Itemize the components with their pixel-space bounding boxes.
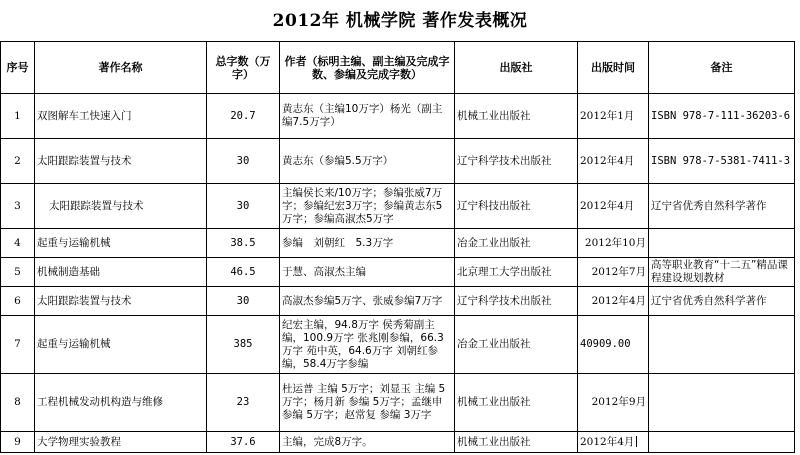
row-word-count: 37.6 [207, 432, 280, 453]
row-publisher: 机械工业出版社 [455, 432, 578, 453]
row-author: 黄志东（主编10万字）杨光（副主编7.5万字） [280, 94, 455, 139]
row-word-count: 30 [207, 139, 280, 184]
row-publisher: 机械工业出版社 [455, 374, 578, 432]
works-table [0, 41, 795, 453]
row-word-count: 30 [207, 184, 280, 229]
row-no: 1 [1, 94, 35, 139]
row-book-name: 机械制造基础 [35, 258, 207, 287]
row-note: 高等职业教育“十二五”精品课程建设规划教材 [649, 258, 795, 287]
row-word-count: 20.7 [207, 94, 280, 139]
row-publisher: 辽宁科学技术出版社 [455, 139, 578, 184]
header-author: 作者（标明主编、副主编及完成字数、参编及完成字数） [280, 42, 455, 94]
row-no: 9 [1, 432, 35, 453]
row-word-count: 23 [207, 374, 280, 432]
row-date-cell[interactable] [578, 432, 649, 453]
header-no: 序号 [1, 42, 35, 94]
header-date: 出版时间 [578, 42, 649, 94]
table-row [1, 316, 795, 374]
row-author: 主编，完成8万字。 [280, 432, 455, 453]
row-author: 参编 刘朝红 5.3万字 [280, 229, 455, 258]
row-publisher: 辽宁科技出版社 [455, 184, 578, 229]
row-book-name: 双图解车工快速入门 [35, 94, 207, 139]
table-row [1, 374, 795, 432]
row-date: 2012年9月 [578, 374, 649, 432]
row-word-count: 30 [207, 287, 280, 316]
header-note: 备注 [649, 42, 795, 94]
row-note [649, 229, 795, 258]
row-date: 40909.00 [578, 316, 649, 374]
table-row [1, 432, 795, 453]
row-publisher: 冶金工业出版社 [455, 229, 578, 258]
row-word-count: 385 [207, 316, 280, 374]
row-no: 7 [1, 316, 35, 374]
row-no: 2 [1, 139, 35, 184]
row-book-name: 大学物理实验教程 [35, 432, 207, 453]
row-book-name: 太阳跟踪装置与技术 [35, 184, 207, 229]
row-note [649, 374, 795, 432]
row-note: 辽宁省优秀自然科学著作 [649, 184, 795, 229]
row-date: 2012年4月 [578, 287, 649, 316]
row-note [649, 316, 795, 374]
header-publisher: 出版社 [455, 42, 578, 94]
row-no: 3 [1, 184, 35, 229]
row-no: 4 [1, 229, 35, 258]
header-words: 总字数（万字） [207, 42, 280, 94]
row-publisher: 机械工业出版社 [455, 94, 578, 139]
row-author: 纪宏主编，94.8万字 侯秀菊副主编，100.9万字 张兆刚参编，66.3万字 苑中英，64.6万字 刘朝红参编，58.4万字参编 [280, 316, 455, 374]
row-author: 主编侯长来/10万字；参编张威7万字；参编纪宏3万字；参编黄志东5万字；参编高淑杰5万字 [280, 184, 455, 229]
row-date: 2012年1月 [578, 94, 649, 139]
row-note [649, 432, 795, 453]
header-row [1, 42, 795, 94]
text-cursor [636, 436, 637, 447]
row-book-name: 起重与运输机械 [35, 229, 207, 258]
row-note: ISBN 978-7-111-36203-6 [649, 94, 795, 139]
table-row [1, 139, 795, 184]
row-no: 6 [1, 287, 35, 316]
page-title: 2012年 机械学院 著作发表概况 [272, 11, 528, 31]
table-row [1, 287, 795, 316]
row-publisher: 北京理工大学出版社 [455, 258, 578, 287]
row-date: 2012年4月 [578, 184, 649, 229]
row-book-name: 太阳跟踪装置与技术 [35, 287, 207, 316]
row-no: 5 [1, 258, 35, 287]
row-author: 杜运普 主编 5万字；刘显玉 主编 5万字；杨月新 参编 5万字；孟继申 参编 5万字；赵常复 参编 3万字 [280, 374, 455, 432]
row-publisher: 冶金工业出版社 [455, 316, 578, 374]
row-date: 2012年4月 [578, 139, 649, 184]
row-author: 高淑杰参编5万字、张威参编7万字 [280, 287, 455, 316]
row-book-name: 工程机械发动机构造与维修 [35, 374, 207, 432]
row-word-count: 46.5 [207, 258, 280, 287]
row-note: ISBN 978-7-5381-7411-3 [649, 139, 795, 184]
row-no: 8 [1, 374, 35, 432]
row-publisher: 辽宁科学技术出版社 [455, 287, 578, 316]
table-row [1, 94, 795, 139]
header-name: 著作名称 [35, 42, 207, 94]
table-row [1, 184, 795, 229]
row-date: 2012年7月 [578, 258, 649, 287]
table-row [1, 229, 795, 258]
row-book-name: 太阳跟踪装置与技术 [35, 139, 207, 184]
table-row [1, 258, 795, 287]
row-author: 于慧、高淑杰主编 [280, 258, 455, 287]
row-word-count: 38.5 [207, 229, 280, 258]
row-date: 2012年4月 [580, 435, 635, 448]
row-date: 2012年10月 [578, 229, 649, 258]
row-note: 辽宁省优秀自然科学著作 [649, 287, 795, 316]
row-author: 黄志东（参编5.5万字） [280, 139, 455, 184]
row-book-name: 起重与运输机械 [35, 316, 207, 374]
